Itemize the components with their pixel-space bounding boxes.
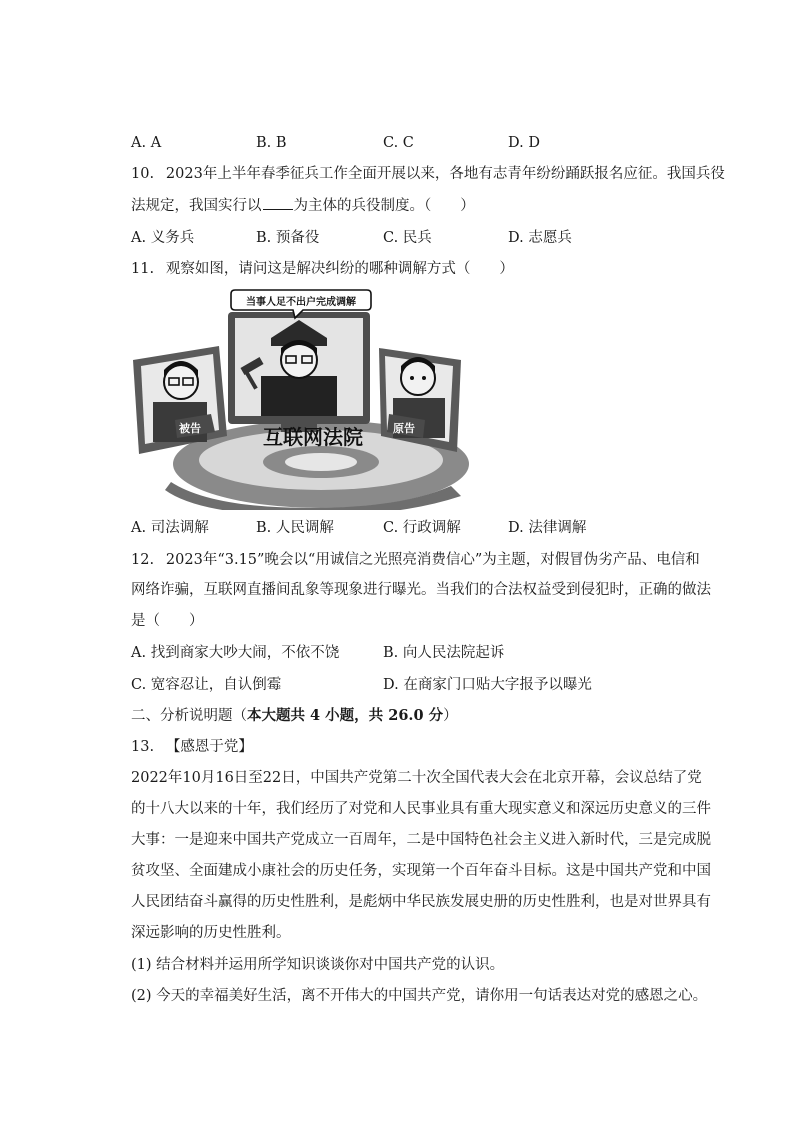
q10-option-b: B. 预备役 <box>256 230 320 246</box>
q13-material-line3: 大事：一是迎来中国共产党成立一百周年，二是中国特色社会主义进入新时代，三是完成脱 <box>131 832 711 848</box>
q10-stem-line2 <box>131 195 475 216</box>
q12-option-a: A. 找到商家大吵大闹，不依不饶 <box>131 645 340 661</box>
judge-monitor <box>228 312 370 432</box>
q13-title: 13. 【感恩于党】 <box>131 739 253 755</box>
q12-stem-line2: 网络诈骗，互联网直播间乱象等现象进行曝光。当我们的合法权益受到侵犯时，正确的做法 <box>131 582 711 598</box>
q11-option-b: B. 人民调解 <box>256 520 334 536</box>
q11-stem: 11. 观察如图，请问这是解决纠纷的哪种调解方式（ ） <box>131 261 514 277</box>
q10-option-c: C. 民兵 <box>383 230 432 246</box>
q13-material-line1: 2022年10月16日至22日，中国共产党第二十次全国代表大会在北京开幕，会议总结了党 <box>131 770 702 786</box>
q12-option-b: B. 向人民法院起诉 <box>383 645 505 661</box>
section2-heading-bold: 本大题共 4 小题，共 26.0 分 <box>247 707 444 724</box>
q13-material-line5: 人民团结奋斗赢得的历史性胜利，是彪炳中华民族发展史册的历史性胜利，也是对世界具有 <box>131 894 711 910</box>
section2-heading-post: ） <box>443 708 458 724</box>
q11-option-c: C. 行政调解 <box>383 520 461 536</box>
section2-heading-pre: 二、分析说明题（ <box>131 708 247 724</box>
q12-option-d: D. 在商家门口贴大字报予以曝光 <box>383 677 592 693</box>
internet-court-illustration <box>131 286 471 510</box>
plaintiff-tag: 原告 <box>393 422 415 435</box>
q13-material-line2: 的十八大以来的十年，我们经历了对党和人民事业具有重大现实意义和深远历史意义的三件 <box>131 801 711 817</box>
q13-subquestion-1: (1) 结合材料并运用所学知识谈谈你对中国共产党的认识。 <box>131 957 505 973</box>
q10-option-a: A. 义务兵 <box>131 230 195 246</box>
q9-option-c: C. C <box>383 135 414 151</box>
defendant-tag: 被告 <box>179 422 201 435</box>
q11-option-d: D. 法律调解 <box>508 520 587 536</box>
q9-option-a: A. A <box>131 135 162 151</box>
q11-option-a: A. 司法调解 <box>131 520 209 536</box>
q13-material-line4: 贫攻坚、全面建成小康社会的历史任务，实现第一个百年奋斗目标。这是中国共产党和中国 <box>131 863 711 879</box>
section2-heading <box>131 706 458 726</box>
defendant-monitor <box>133 346 227 454</box>
q10-stem-line1: 10. 2023年上半年春季征兵工作全面开展以来，各地有志青年纷纷踊跃报名应征。我国兵役 <box>131 166 725 182</box>
q13-material-line6: 深远影响的历史性胜利。 <box>131 925 291 941</box>
plaintiff-monitor <box>379 348 461 452</box>
q10-option-d: D. 志愿兵 <box>508 230 572 246</box>
q9-option-d: D. D <box>508 135 540 151</box>
q10-stem-pre: 法规定，我国实行以 <box>131 198 262 214</box>
q12-stem-line3: 是（ ） <box>131 613 204 629</box>
q12-stem-line1: 12. 2023年“3.15”晚会以“用诚信之光照亮消费信心”为主题，对假冒伪劣产品、电信和 <box>131 552 700 568</box>
q10-fill-blank <box>263 195 293 210</box>
q9-option-b: B. B <box>256 135 287 151</box>
q10-stem-post: 为主体的兵役制度。（ ） <box>293 198 475 214</box>
banner-text: 当事人足不出户完成调解 <box>246 297 356 308</box>
figure-title: 互联网法院 <box>263 425 363 449</box>
q13-subquestion-2: (2) 今天的幸福美好生活，离不开伟大的中国共产党，请你用一句话表达对党的感恩之心。 <box>131 988 708 1004</box>
q12-option-c: C. 宽容忍让，自认倒霉 <box>131 677 282 693</box>
